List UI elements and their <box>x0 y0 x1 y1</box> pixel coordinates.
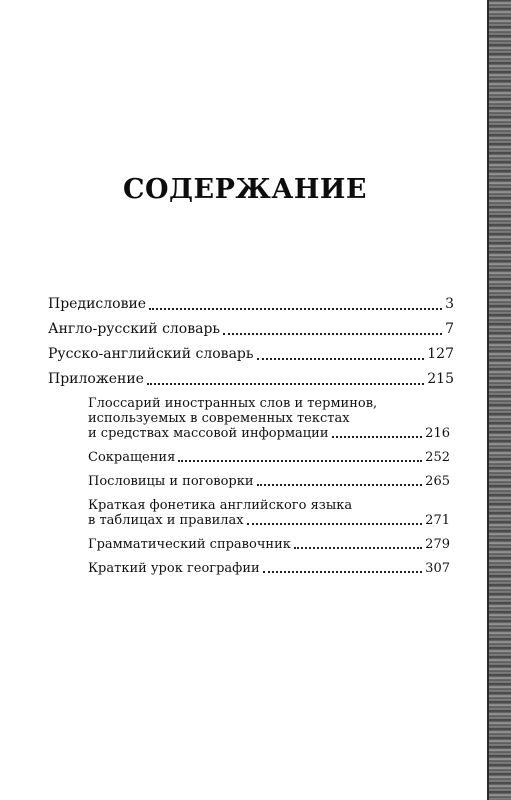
dot-leader <box>257 484 423 486</box>
toc-subentry-geography <box>88 561 450 576</box>
toc-page-number: 279 <box>425 537 450 552</box>
toc-page-number: 7 <box>445 321 454 337</box>
toc-page-number: 271 <box>425 513 450 528</box>
dot-leader <box>223 333 442 335</box>
toc-page-number: 127 <box>427 346 454 362</box>
toc-entry-label: Сокращения <box>88 450 176 465</box>
toc-entry-label: Краткий урок географии <box>88 561 260 576</box>
scan-page-edge <box>489 0 511 800</box>
toc-subentry-phonetics <box>88 498 450 528</box>
toc-entry-label-line: Краткая фонетика английского языка <box>88 498 353 513</box>
page-title: СОДЕРЖАНИЕ <box>123 174 367 205</box>
toc-page-number: 216 <box>425 426 450 441</box>
toc-entry-ru-en-dictionary <box>48 346 454 363</box>
toc-entry-label-line: в таблицах и правилах <box>88 513 244 528</box>
dot-leader <box>147 383 424 385</box>
toc-entry-label-line: используемых в современных текстах <box>88 411 350 426</box>
dot-leader <box>294 547 422 549</box>
toc-subentry-glossary <box>88 396 450 441</box>
toc-entry-label: Приложение <box>48 371 144 387</box>
toc-subentry-grammar <box>88 537 450 552</box>
toc-page-number: 3 <box>445 296 454 312</box>
table-of-contents <box>48 296 454 585</box>
toc-page-number: 252 <box>425 450 450 465</box>
toc-entry-label-line: и средствах массовой информации <box>88 426 329 441</box>
toc-entry-last-line <box>88 426 450 441</box>
dot-leader <box>247 523 423 525</box>
dot-leader <box>178 460 422 462</box>
toc-page-number: 215 <box>427 371 454 387</box>
toc-entry-label: Англо-русский словарь <box>48 321 221 337</box>
dot-leader <box>257 358 425 360</box>
toc-entry-label: Русско-английский словарь <box>48 346 254 362</box>
dot-leader <box>263 571 422 573</box>
toc-entry-label: Грамматический справочник <box>88 537 291 552</box>
toc-subentry-proverbs <box>88 474 450 489</box>
dot-leader <box>332 436 423 438</box>
toc-entry-last-line <box>88 513 450 528</box>
toc-page-number: 265 <box>425 474 450 489</box>
toc-page-number: 307 <box>425 561 450 576</box>
toc-entry-label: Пословицы и поговорки <box>88 474 254 489</box>
toc-entry-label: Предисловие <box>48 296 147 312</box>
toc-entry-label-line: Глоссарий иностранных слов и терминов, <box>88 396 378 411</box>
toc-entry-preface <box>48 296 454 313</box>
toc-entry-en-ru-dictionary <box>48 321 454 338</box>
toc-subentry-abbreviations <box>88 450 450 465</box>
toc-entry-appendix <box>48 371 454 388</box>
dot-leader <box>149 308 442 310</box>
